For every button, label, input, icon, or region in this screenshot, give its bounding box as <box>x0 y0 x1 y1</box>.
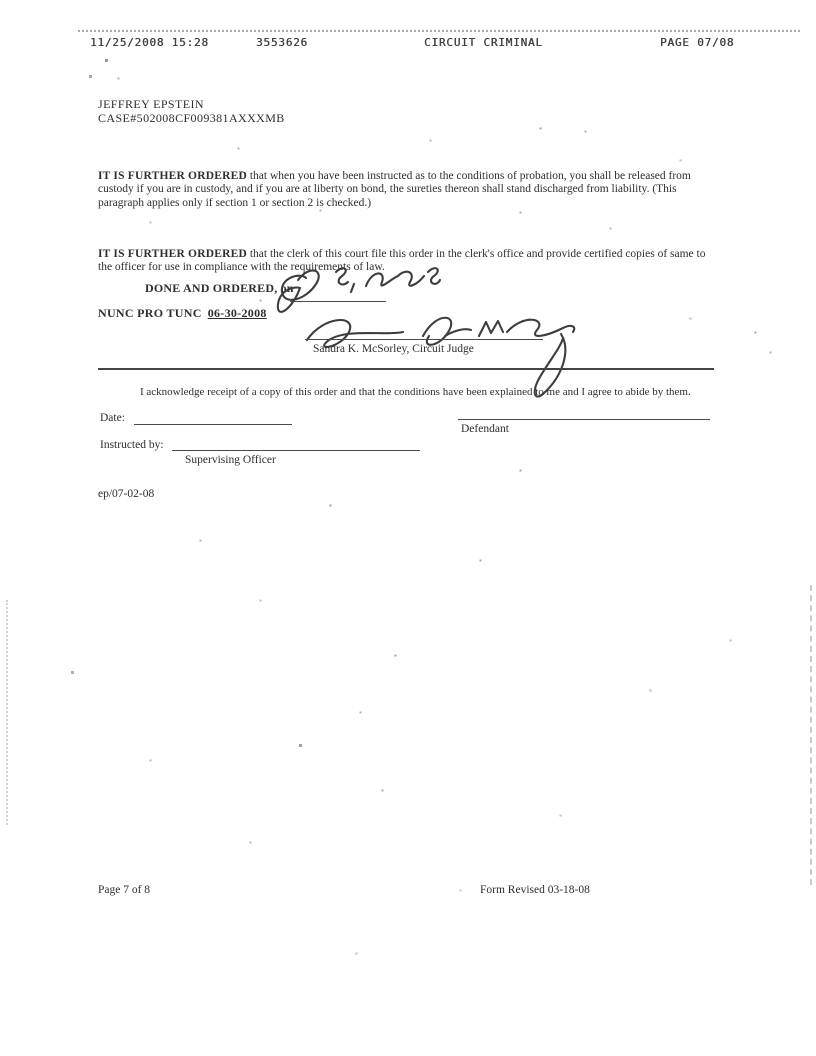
paragraph-body: that when you have been instructed as to the conditions of probation, you shall be released from custody if you are in custody, and if you are at liberty on bond, the sureties thereon shall stand discharged from liability. (This paragraph applies only if section 1 or section 2 is checked.) <box>98 169 691 209</box>
fax-header-dotted-line <box>78 30 800 32</box>
page-number: Page 7 of 8 <box>98 884 151 896</box>
date-fill-in-line <box>134 424 292 425</box>
instructed-by-fill-in-line <box>172 450 420 451</box>
defendant-label: Defendant <box>461 423 509 435</box>
paragraph-lead-in: IT IS FURTHER ORDERED <box>98 247 247 260</box>
supervising-officer-label: Supervising Officer <box>185 454 276 466</box>
case-identification-block <box>98 97 285 125</box>
judge-signature-line <box>305 339 543 340</box>
defendant-signature-line <box>458 419 710 420</box>
date-underline <box>290 301 386 302</box>
fax-page-indicator: PAGE 07/08 <box>660 36 735 49</box>
done-and-ordered-label: DONE AND ORDERED, on <box>145 281 294 295</box>
section-separator-line <box>98 368 714 370</box>
form-revision-note: Form Revised 03-18-08 <box>480 884 590 896</box>
instructed-by-label: Instructed by: <box>100 439 164 451</box>
fax-number: 3553626 <box>256 36 308 49</box>
fax-datetime: 11/25/2008 15:28 <box>90 36 209 49</box>
paragraph-body: that the clerk of this court file this order in the clerk's office and provide certified copies of same to the officer for use in compliance with the requirements of law. <box>98 247 706 273</box>
judge-signature-caption: Sandra K. McSorley, Circuit Judge <box>313 343 474 355</box>
nunc-pro-tunc-date: 06-30-2008 <box>207 306 267 320</box>
order-paragraph-clerk-filing <box>98 248 720 275</box>
case-number: CASE#502008CF009381AXXXMB <box>98 111 285 125</box>
order-paragraph-probation-release <box>98 170 720 211</box>
date-field-label: Date: <box>100 412 125 424</box>
nunc-pro-tunc-label: NUNC PRO TUNC <box>98 306 202 320</box>
fax-source-label: CIRCUIT CRIMINAL <box>424 36 543 49</box>
scan-edge-artifact-right <box>810 585 812 885</box>
defendant-name: JEFFREY EPSTEIN <box>98 97 204 111</box>
nunc-pro-tunc-line <box>98 306 267 321</box>
scan-edge-artifact-left <box>6 600 8 825</box>
paragraph-lead-in: IT IS FURTHER ORDERED <box>98 169 247 182</box>
acknowledgment-statement: I acknowledge receipt of a copy of this order and that the conditions have been explained to me and I agree to abide by them. <box>140 386 691 398</box>
scan-noise-speckles <box>0 0 1 1</box>
clerk-initials-date: ep/07-02-08 <box>98 488 155 500</box>
